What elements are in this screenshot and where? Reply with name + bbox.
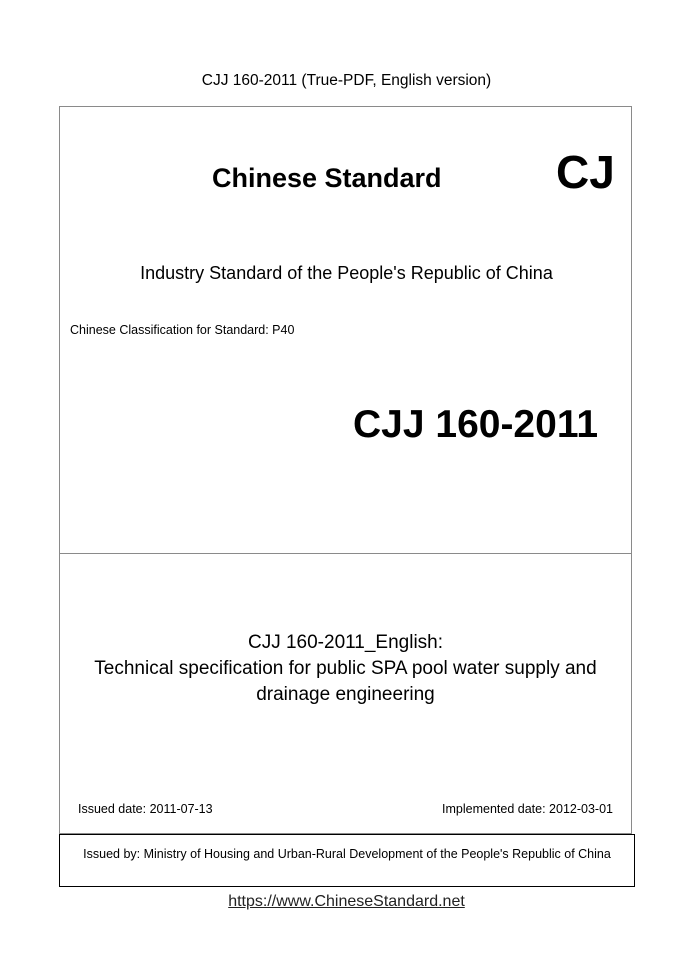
document-title-line-1: CJJ 160-2011_English: <box>247 632 444 653</box>
issued-by: Issued by: Ministry of Housing and Urban-Rural Development of the People's Republic of China <box>83 847 611 861</box>
standard-mark: CJ <box>556 146 615 198</box>
document-title-line-2: Technical specification for public SPA pool water supply and <box>94 658 597 679</box>
standard-number: CJJ 160-2011 <box>353 403 599 446</box>
classification-label: Chinese Classification for Standard: P40 <box>70 323 295 337</box>
issued-date: Issued date: 2011-07-13 <box>78 802 213 816</box>
standard-type-title: Chinese Standard <box>212 163 442 193</box>
document-title-line-3: drainage engineering <box>256 684 435 705</box>
page-header: CJJ 160-2011 (True-PDF, English version) <box>201 72 492 89</box>
industry-standard-label: Industry Standard of the People's Republic of China <box>140 263 553 283</box>
implemented-date: Implemented date: 2012-03-01 <box>442 802 613 816</box>
document-title <box>59 630 632 708</box>
website-link[interactable]: https://www.ChineseStandard.net <box>228 893 465 910</box>
